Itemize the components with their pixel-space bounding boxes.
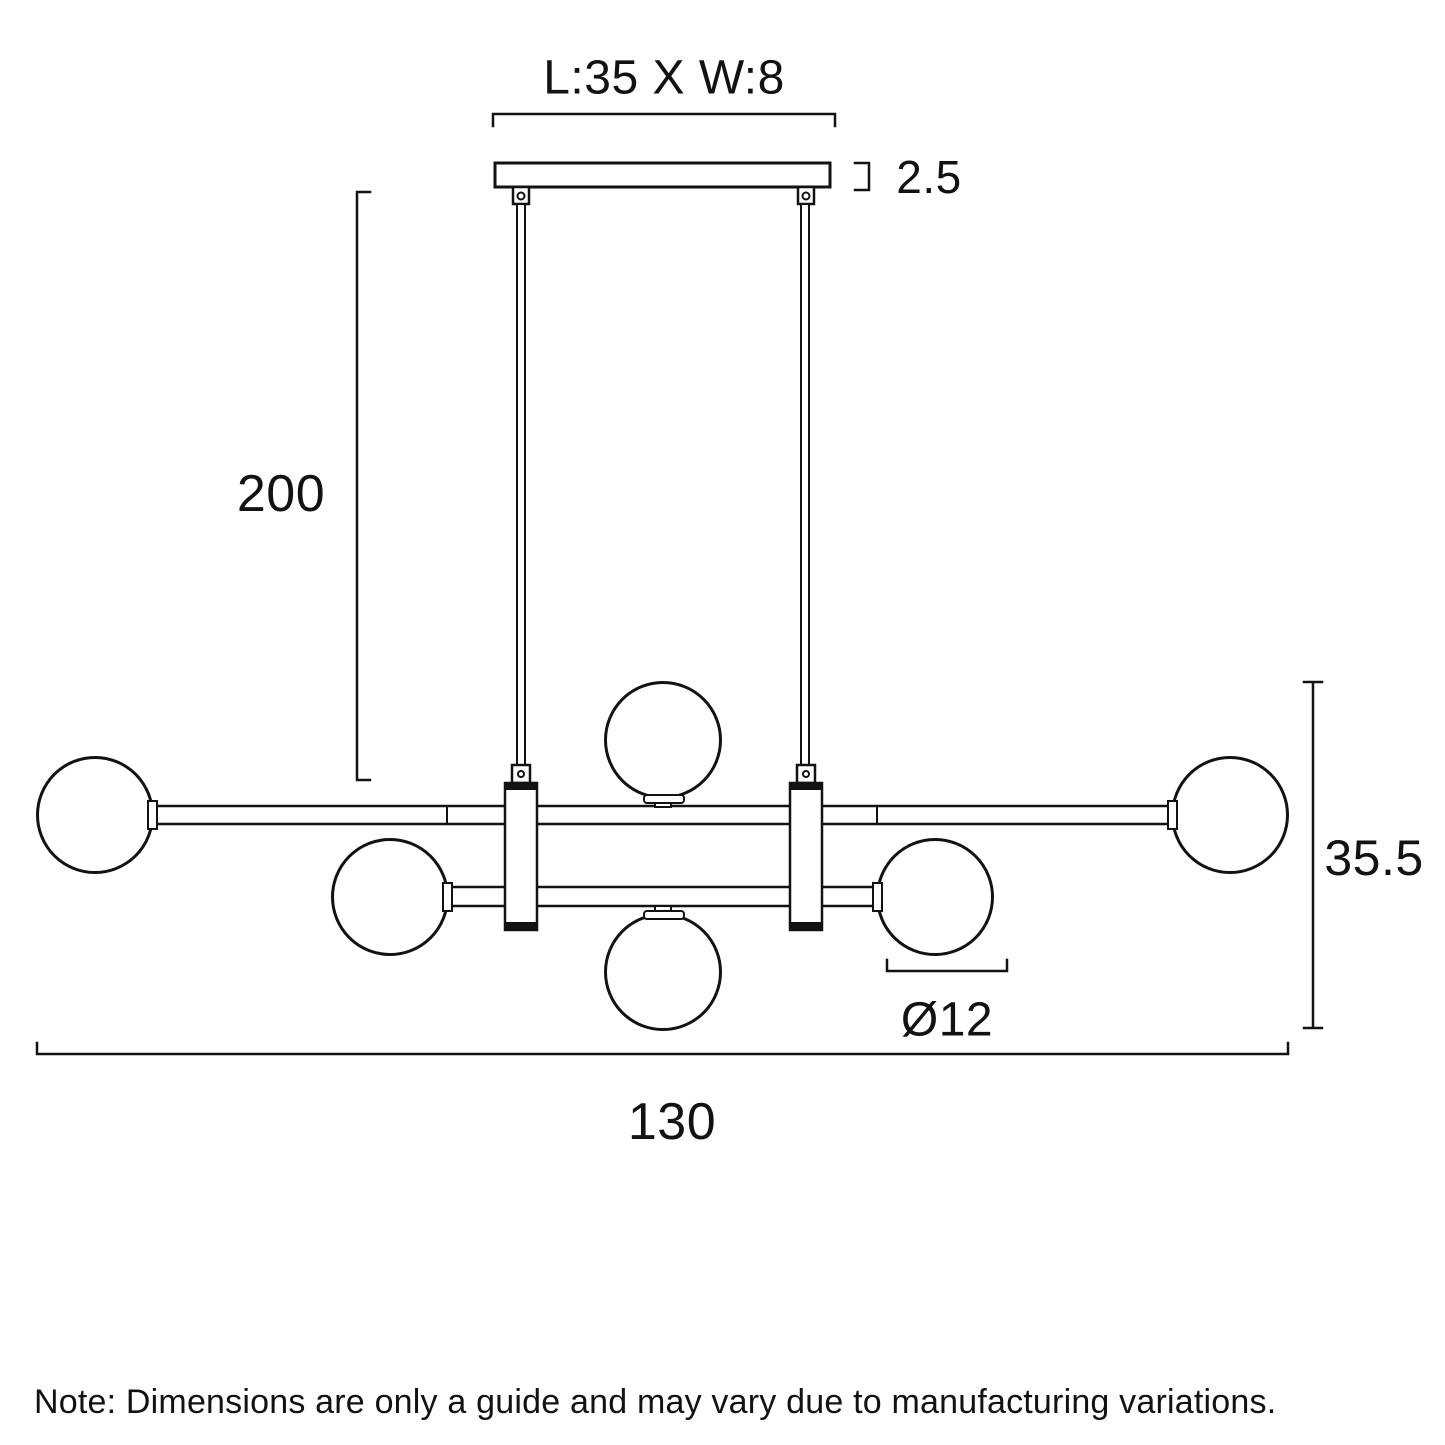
dim-thickness-bracket [855,163,869,190]
canopy-size-label: L:35 X W:8 [543,51,785,105]
fixture-width-label: 130 [627,1093,717,1151]
rod-lower-connector-right [797,765,815,783]
glass-globe-top-center [606,683,721,798]
dim-canopy-width-bracket [493,114,835,126]
globe-flare [644,795,684,803]
hanger-block-right [790,783,822,930]
globe-neck-cap [873,883,882,911]
globe-flare [644,911,684,919]
canopy-thickness-label: 2.5 [896,151,962,203]
dim-diameter-line [887,960,1007,971]
fixture-height-label: 35.5 [1324,830,1424,886]
dim-width-line [37,1043,1288,1054]
rod-lower-connector-left [512,765,530,783]
globe-diameter-label: Ø12 [900,993,994,1047]
globe-neck-cap [148,801,157,829]
canopy-cord-connector-left [513,187,529,204]
dim-drop-line [357,192,370,780]
glass-globe-left [38,758,153,873]
canopy-cord-connector-right [798,187,814,204]
disclaimer-note: Note: Dimensions are only a guide and may vary due to manufacturing variations. [34,1383,1277,1421]
globe-neck-cap [1168,801,1177,829]
suspension-rod-left [517,204,525,765]
glass-globe-lower-left [333,840,448,955]
dim-height-line [1304,682,1322,1028]
glass-globe-right [1173,758,1288,873]
glass-globe-lower-right [878,840,993,955]
hanger-block-left [505,783,537,930]
glass-globe-bottom-center [606,915,721,1030]
suspension-drop-label: 200 [236,465,326,523]
suspension-rod-right [801,204,809,765]
ceiling-canopy [495,163,830,187]
upper-bar [152,806,1173,824]
globe-neck-cap [443,883,452,911]
